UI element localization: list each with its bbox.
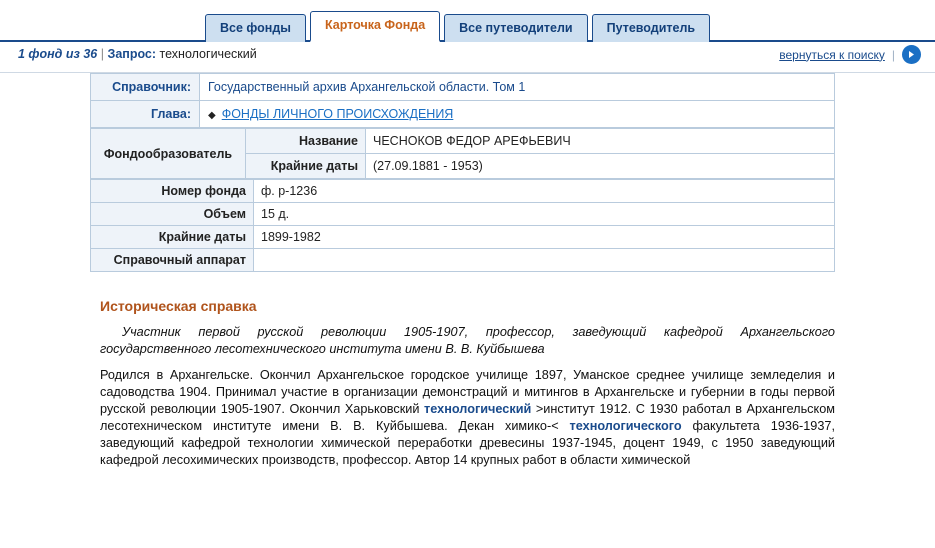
back-to-search-link[interactable]: вернуться к поиску: [779, 47, 885, 62]
summary-separator: |: [100, 47, 104, 61]
prop-value-fund-number: ф. р-1236: [254, 180, 835, 203]
history-paragraph: [100, 367, 835, 469]
guide-value: Государственный архив Архангельской области. Том 1: [200, 74, 835, 101]
prop-value-extreme-dates: 1899-1982: [254, 226, 835, 249]
table-row: [91, 180, 835, 203]
history-highlight-2: технологического: [569, 419, 682, 433]
prop-label-extreme-dates: Крайние даты: [91, 226, 254, 249]
result-summary: [18, 47, 257, 61]
prop-label-reference-apparatus: Справочный аппарат: [91, 249, 254, 272]
history-text-1: Родился в Архангельске. Окончил Архангельское городское училище 1897, Уманское среднее училище земледелия и садоводства 1904. Принимал участие в организации демонстраций и митингов в Архангельске и губернии в годы первой русской революции 1905-1907. Окончил Харьковский: [100, 368, 835, 416]
chapter-value-cell: [200, 101, 835, 128]
status-actions: [779, 45, 921, 64]
fund-properties-table: [90, 179, 835, 272]
fund-card-content: [0, 73, 935, 469]
founder-dates-label: Крайние даты: [246, 154, 366, 179]
tab-list: [205, 11, 710, 42]
chapter-label: Глава:: [91, 101, 200, 128]
founder-dates-value: (27.09.1881 - 1953): [366, 154, 835, 179]
prop-value-volume: 15 д.: [254, 203, 835, 226]
history-lead: Участник первой русской революции 1905-1907, профессор, заведующий кафедрой Архангельского государственного лесотехнического института имени В. В. Куйбышева: [100, 325, 835, 356]
query-status-bar: [0, 42, 935, 73]
guide-info-table: [90, 73, 835, 128]
tab-fund-card[interactable]: Карточка Фонда: [310, 11, 440, 42]
founder-name-label: Название: [246, 129, 366, 154]
history-section-title: Историческая справка: [100, 298, 257, 314]
history-text-3: факультета 1936-1937, заведующий кафедрой технологии химической переработки древесины 1937-1945, доцент 1949, с 1950 заведующий кафедрой лесохимических производств, профессор. Автор 14 крупных работ в области химической: [100, 419, 835, 467]
history-text-2: >институт 1912. С 1930 работал в Архангельском лесотехническом институте имени В. В. Куйбышева. Декан химико-<: [100, 402, 835, 433]
history-body: [100, 324, 835, 469]
prop-value-reference-apparatus: [254, 249, 835, 272]
tab-all-funds[interactable]: Все фонды: [205, 14, 306, 42]
chapter-row: [91, 101, 835, 128]
query-value: технологический: [159, 47, 257, 61]
prop-label-volume: Объем: [91, 203, 254, 226]
right-arrow-icon[interactable]: [902, 45, 921, 64]
result-count: 1 фонд из 36: [18, 47, 98, 61]
header-table-wrap: [0, 73, 935, 272]
diamond-bullet-icon: ◆: [208, 110, 216, 121]
table-row: [91, 203, 835, 226]
tab-bar: [0, 0, 935, 42]
founder-name-value: ЧЕСНОКОВ ФЕДОР АРЕФЬЕВИЧ: [366, 129, 835, 154]
prop-label-fund-number: Номер фонда: [91, 180, 254, 203]
chapter-link[interactable]: ФОНДЫ ЛИЧНОГО ПРОИСХОЖДЕНИЯ: [221, 107, 454, 121]
query-label: Запрос:: [107, 47, 157, 61]
tab-guide[interactable]: Путеводитель: [592, 14, 710, 42]
founder-table: [90, 128, 835, 179]
guide-row: [91, 74, 835, 101]
founder-name-row: [91, 129, 835, 154]
tab-all-guides[interactable]: Все путеводители: [444, 14, 587, 42]
history-highlight-1: технологический: [424, 402, 532, 416]
founder-row-head: Фондообразователь: [91, 129, 246, 179]
table-row: [91, 226, 835, 249]
guide-label: Справочник:: [91, 74, 200, 101]
action-separator: |: [891, 47, 895, 62]
table-row: [91, 249, 835, 272]
